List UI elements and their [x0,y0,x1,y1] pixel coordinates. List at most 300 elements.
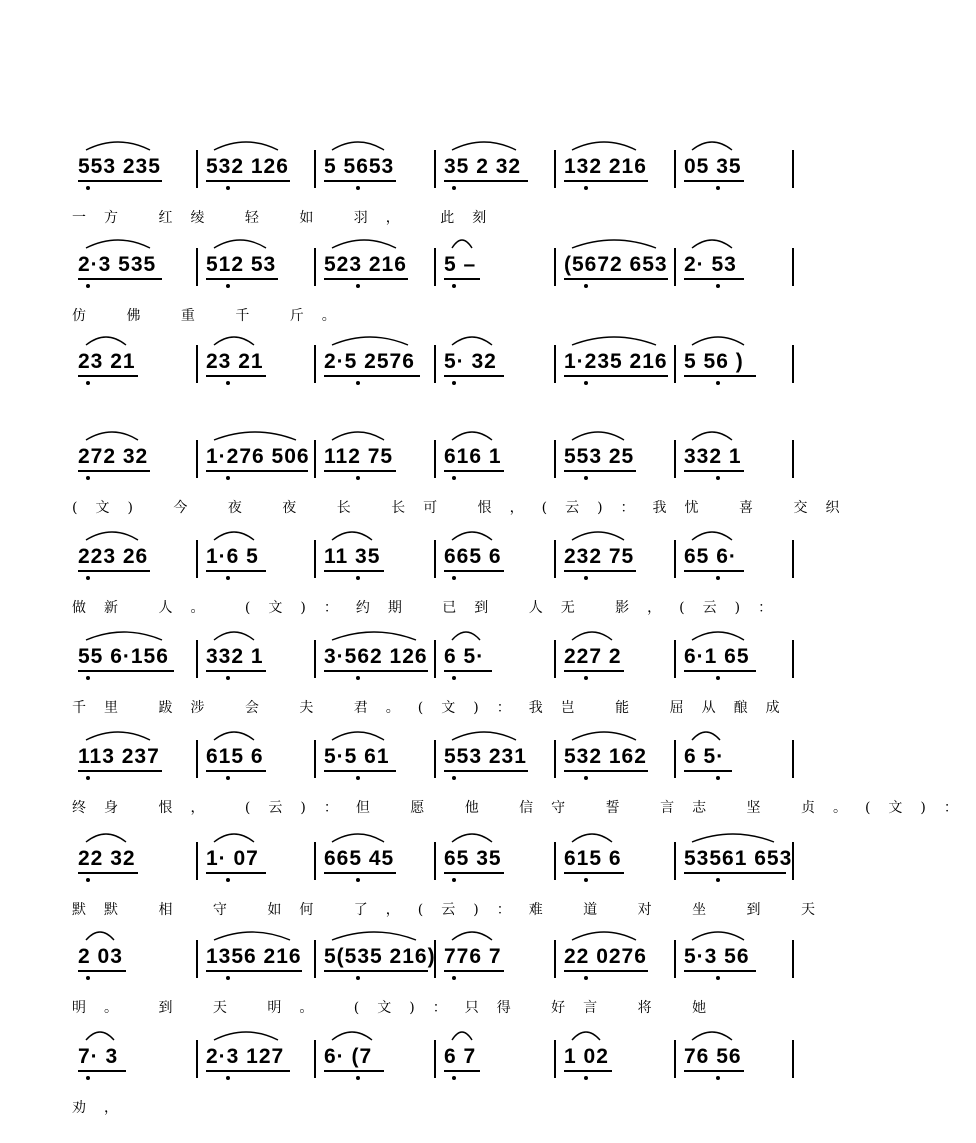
time-value-underline [564,570,636,572]
time-value-underline [78,770,162,772]
time-value-underline [206,570,266,572]
octave-dot [452,381,456,385]
octave-dot [716,1076,720,1080]
measure-notes: 1·6 5 [206,545,259,568]
slur-arc [452,142,516,150]
time-value-underline [78,375,138,377]
slur-arc [692,532,732,540]
bar-line [674,440,676,478]
bar-line [314,440,316,478]
octave-dot [716,878,720,882]
slur-arc [452,240,472,248]
octave-dot [86,284,90,288]
slur-arc [692,632,744,640]
bar-line [314,1040,316,1078]
bar-line [554,345,556,383]
line-end-bar [792,940,794,978]
octave-dot [356,576,360,580]
slur-arc [86,1032,114,1040]
octave-dot [452,676,456,680]
measure-notes: 332 1 [684,445,742,468]
octave-dot [356,381,360,385]
measure-notes: 665 6 [444,545,502,568]
bar-line [434,740,436,778]
time-value-underline [206,872,266,874]
bar-line [554,1040,556,1078]
octave-dot [584,381,588,385]
score-line [0,1040,864,1132]
measure-notes: 55 6·156 [78,645,169,668]
bar-line [434,248,436,286]
slur-arc [86,834,126,842]
line-end-bar [792,248,794,286]
slur-arc [572,240,656,248]
bar-line [196,1040,198,1078]
slur-arc [572,432,624,440]
lyrics-row: 明。 到 天 明。 (文)：只得 好言 将 她 [72,1000,725,1016]
bar-line [554,940,556,978]
slur-arc [86,932,114,940]
time-value-underline [684,1070,744,1072]
bar-line [674,540,676,578]
measure-notes: 615 6 [564,847,622,870]
notes-row [72,150,796,190]
measure-notes: 132 216 [564,155,647,178]
octave-dot [226,1076,230,1080]
bar-line [674,248,676,286]
octave-dot [584,776,588,780]
octave-dot [226,676,230,680]
measure-notes: 272 32 [78,445,149,468]
slur-arc [214,932,290,940]
bar-line [434,640,436,678]
time-value-underline [684,570,744,572]
slur-arc [332,632,416,640]
measure-notes: 553 25 [564,445,635,468]
slur-arc [572,337,656,345]
measure-notes: 665 45 [324,847,395,870]
slur-arc [572,1032,600,1040]
measure-notes: 2·3 127 [206,1045,285,1068]
notes-row [72,540,796,580]
time-value-underline [564,278,668,280]
line-end-bar [792,842,794,880]
bar-line [314,540,316,578]
octave-dot [584,676,588,680]
measure-notes: 523 216 [324,253,407,276]
bar-line [674,345,676,383]
time-value-underline [324,970,428,972]
slur-arc [332,932,416,940]
bar-line [314,940,316,978]
slur-arc [86,532,138,540]
time-value-underline [564,375,668,377]
bar-line [674,150,676,188]
measure-notes: 5 56 ) [684,350,744,373]
bar-line [674,740,676,778]
octave-dot [226,381,230,385]
lyrics-row: 劝， [72,1100,136,1116]
time-value-underline [444,570,504,572]
measure-notes: 23 21 [206,350,264,373]
bar-line [196,740,198,778]
slur-arc [86,632,162,640]
bar-line [554,150,556,188]
octave-dot [584,284,588,288]
slur-arc [214,834,254,842]
octave-dot [452,476,456,480]
measure-notes: 53561 653 [684,847,793,870]
time-value-underline [444,872,504,874]
octave-dot [86,576,90,580]
bar-line [314,842,316,880]
bar-line [554,540,556,578]
line-end-bar [792,740,794,778]
time-value-underline [564,770,648,772]
measure-notes: 22 0276 [564,945,647,968]
time-value-underline [206,470,308,472]
slur-arc [86,240,150,248]
octave-dot [356,878,360,882]
time-value-underline [564,180,648,182]
time-value-underline [564,970,648,972]
measure-notes: 3·562 126 [324,645,428,668]
octave-dot [226,976,230,980]
octave-dot [584,576,588,580]
time-value-underline [78,1070,126,1072]
measure-notes: 1356 216 [206,945,302,968]
time-value-underline [684,180,744,182]
slur-arc [692,732,720,740]
octave-dot [86,1076,90,1080]
slur-arc [332,337,408,345]
octave-dot [716,186,720,190]
slur-arc [452,834,492,842]
time-value-underline [206,670,266,672]
octave-dot [716,776,720,780]
octave-dot [356,776,360,780]
line-end-bar [792,540,794,578]
octave-dot [86,976,90,980]
measure-notes: 35 2 32 [444,155,522,178]
line-end-bar [792,440,794,478]
page-footer-mark [380,1120,490,1134]
bar-line [554,640,556,678]
score-line [0,740,976,832]
time-value-underline [78,970,126,972]
slur-arc [572,834,612,842]
bar-line [674,1040,676,1078]
slur-arc [692,337,744,345]
bar-line [434,842,436,880]
octave-dot [716,576,720,580]
octave-dot [452,186,456,190]
slur-arc [214,337,254,345]
time-value-underline [444,470,504,472]
lyrics-row: 千里 跋涉 会 夫 君。(文)：我岂 能 屈从酿成 [72,700,798,716]
time-value-underline [684,670,756,672]
measure-notes: 7· 3 [78,1045,119,1068]
time-value-underline [324,670,428,672]
slur-arc [332,834,384,842]
measure-notes: 6 5· [444,645,485,668]
slur-arc [452,337,492,345]
measure-notes: 22 32 [78,847,136,870]
time-value-underline [444,180,528,182]
slur-arc [214,532,254,540]
bar-line [434,1040,436,1078]
octave-dot [356,1076,360,1080]
measure-notes: 332 1 [206,645,264,668]
notes-row [72,440,796,480]
slur-arc [692,432,732,440]
time-value-underline [684,375,756,377]
measure-notes: 5· 32 [444,350,497,373]
slur-arc [692,932,744,940]
measure-notes: 553 231 [444,745,527,768]
bar-line [196,842,198,880]
bar-line [196,640,198,678]
bar-line [674,640,676,678]
notes-row [72,842,796,882]
octave-dot [452,776,456,780]
bar-line [314,640,316,678]
time-value-underline [324,470,396,472]
measure-notes: 65 35 [444,847,502,870]
score-line [0,540,864,632]
bar-line [196,440,198,478]
slur-arc [332,1032,372,1040]
slur-arc [692,834,774,842]
notes-row [72,1040,796,1080]
line-end-bar [792,1040,794,1078]
time-value-underline [684,278,744,280]
octave-dot [356,476,360,480]
measure-notes: 532 126 [206,155,289,178]
slur-arc [452,732,516,740]
bar-line [434,540,436,578]
measure-notes: 76 56 [684,1045,742,1068]
octave-dot [584,878,588,882]
score-line [0,440,864,532]
octave-dot [356,186,360,190]
slur-arc [452,932,492,940]
time-value-underline [206,375,266,377]
measure-notes: 553 235 [78,155,161,178]
bar-line [196,248,198,286]
measure-notes: 512 53 [206,253,277,276]
time-value-underline [78,180,162,182]
octave-dot [356,976,360,980]
octave-dot [86,476,90,480]
octave-dot [226,776,230,780]
octave-dot [86,676,90,680]
slur-arc [214,432,296,440]
octave-dot [226,186,230,190]
lyrics-row: 一方 红绫 轻 如 羽， 此刻 [72,210,505,226]
slur-arc [86,732,150,740]
time-value-underline [444,670,492,672]
octave-dot [86,381,90,385]
measure-notes: 5 5653 [324,155,395,178]
octave-dot [716,381,720,385]
measure-notes: 1 02 [564,1045,609,1068]
notes-row [72,345,796,385]
lyrics-row: 做新 人。 (文)：约期 已到 人无 影，(云)： [72,600,791,616]
octave-dot [226,576,230,580]
slur-arc [214,732,254,740]
slur-arc [572,632,612,640]
octave-dot [452,576,456,580]
notes-row [72,640,796,680]
measure-notes: (5672 653 [564,253,668,276]
measure-notes: 2·5 2576 [324,350,415,373]
time-value-underline [324,375,420,377]
slur-arc [332,732,384,740]
measure-notes: 227 2 [564,645,622,668]
time-value-underline [78,470,150,472]
bar-line [554,248,556,286]
octave-dot [716,676,720,680]
time-value-underline [78,278,162,280]
slur-arc [86,337,126,345]
slur-arc [332,240,396,248]
time-value-underline [324,770,396,772]
bar-line [674,842,676,880]
notes-row [72,940,796,980]
measure-notes: 1·235 216 [564,350,668,373]
octave-dot [716,284,720,288]
measure-notes: 112 75 [324,445,394,468]
bar-line [196,940,198,978]
octave-dot [86,186,90,190]
bar-line [196,345,198,383]
octave-dot [716,976,720,980]
bar-line [554,842,556,880]
measure-notes: 2 03 [78,945,123,968]
time-value-underline [78,570,150,572]
measure-notes: 5·3 56 [684,945,750,968]
time-value-underline [444,375,504,377]
octave-dot [584,1076,588,1080]
time-value-underline [444,278,480,280]
measure-notes: 776 7 [444,945,502,968]
slur-arc [332,532,372,540]
octave-dot [452,878,456,882]
slur-arc [214,240,266,248]
slur-arc [572,142,636,150]
notes-row [72,248,796,288]
slur-arc [214,142,278,150]
slur-arc [86,142,150,150]
measure-notes: 616 1 [444,445,502,468]
octave-dot [452,976,456,980]
measure-notes: 113 237 [78,745,160,768]
lyrics-row: 默默 相 守 如何 了，(云)：难 道 对 坐 到 天 [72,902,833,918]
time-value-underline [324,180,396,182]
measure-notes: 5(535 216) [324,945,436,968]
measure-notes: 6· (7 [324,1045,373,1068]
bar-line [434,440,436,478]
octave-dot [584,186,588,190]
time-value-underline [78,670,174,672]
slur-arc [214,632,254,640]
time-value-underline [206,770,266,772]
measure-notes: 1· 07 [206,847,259,870]
octave-dot [584,976,588,980]
octave-dot [356,284,360,288]
bar-line [554,440,556,478]
measure-notes: 5 – [444,253,477,276]
octave-dot [452,284,456,288]
octave-dot [452,1076,456,1080]
octave-dot [584,476,588,480]
octave-dot [226,476,230,480]
bar-line [674,940,676,978]
score-line [0,940,864,1032]
time-value-underline [444,970,504,972]
time-value-underline [564,1070,612,1072]
slur-arc [692,240,732,248]
slur-arc [692,1032,732,1040]
measure-notes: 6 7 [444,1045,477,1068]
measure-notes: 2·3 535 [78,253,157,276]
time-value-underline [78,872,138,874]
measure-notes: 615 6 [206,745,264,768]
slur-arc [692,142,732,150]
time-value-underline [564,872,624,874]
slur-arc [332,432,384,440]
bar-line [434,150,436,188]
time-value-underline [206,1070,290,1072]
measure-notes: 6·1 65 [684,645,750,668]
lyrics-row: (文) 今 夜 夜 长 长可 恨，(云)：我忧 喜 交织 [72,500,858,516]
time-value-underline [206,180,290,182]
octave-dot [356,676,360,680]
measure-notes: 11 35 [324,545,381,568]
octave-dot [86,878,90,882]
measure-notes: 232 75 [564,545,635,568]
time-value-underline [324,1070,384,1072]
time-value-underline [684,470,744,472]
time-value-underline [444,1070,480,1072]
measure-notes: 65 6· [684,545,737,568]
slur-arc [572,532,624,540]
bar-line [196,540,198,578]
time-value-underline [206,970,302,972]
measure-notes: 5·5 61 [324,745,390,768]
measure-notes: 05 35 [684,155,742,178]
octave-dot [226,878,230,882]
octave-dot [86,776,90,780]
measure-notes: 2· 53 [684,253,737,276]
bar-line [314,150,316,188]
lyrics-row: 仿 佛 重 千 斤。 [72,308,354,324]
time-value-underline [324,872,396,874]
slur-arc [214,1032,278,1040]
bar-line [314,248,316,286]
octave-dot [226,284,230,288]
octave-dot [716,476,720,480]
time-value-underline [684,770,732,772]
time-value-underline [206,278,278,280]
bar-line [314,345,316,383]
time-value-underline [684,970,756,972]
slur-arc [452,1032,472,1040]
line-end-bar [792,345,794,383]
slur-arc [86,432,138,440]
measure-notes: 223 26 [78,545,149,568]
